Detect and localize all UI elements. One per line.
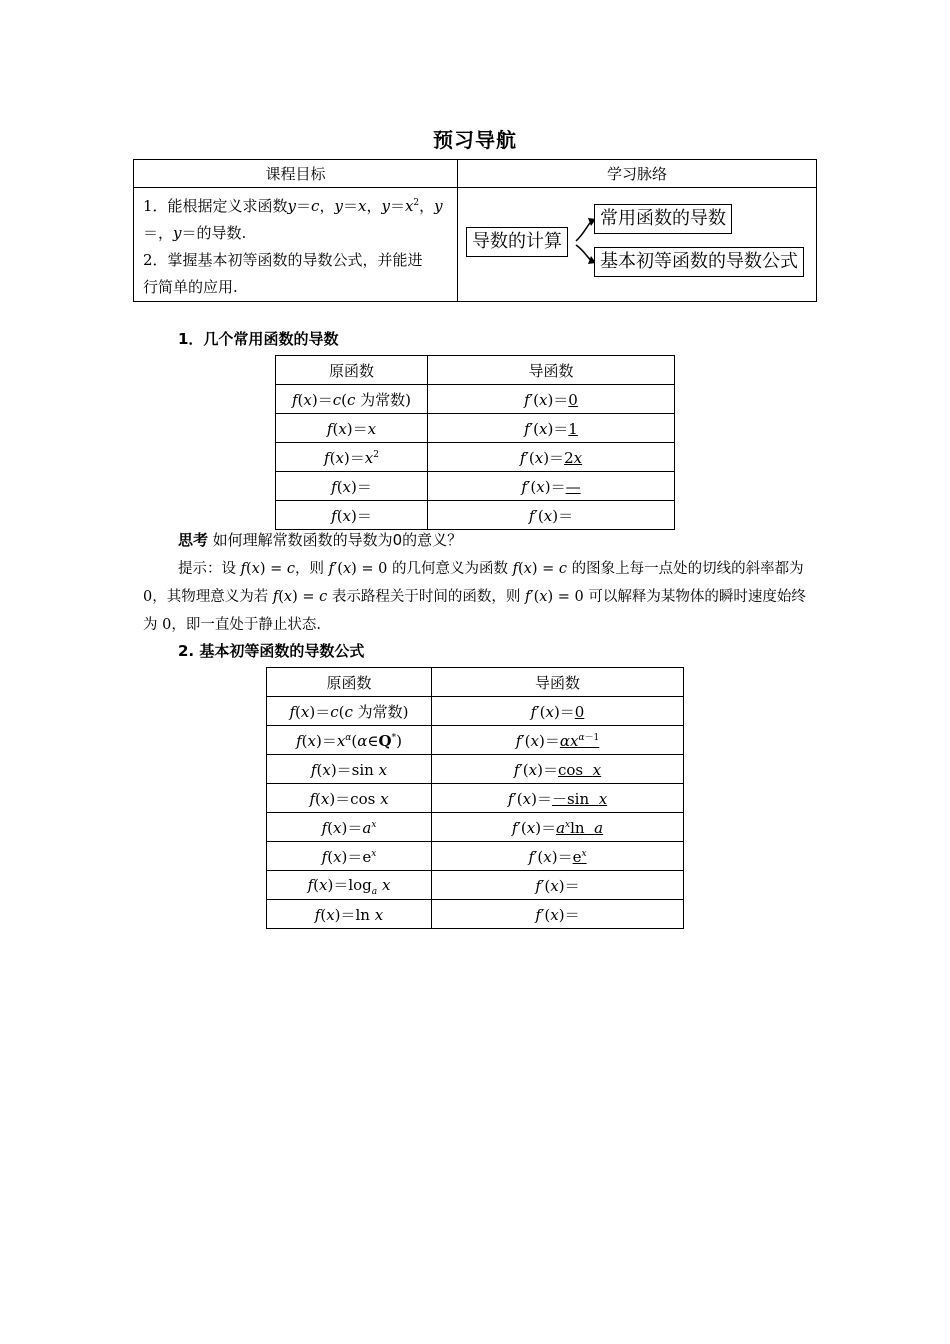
original-cell: $f(x)=\log_a$ x [267,871,432,900]
goals-header-right: 学习脉络 [458,160,817,188]
derivative-cell: $f'(x)=\alpha x^{\alpha-1}$ [432,726,684,755]
think-question: 如何理解常数函数的导数为0的意义？ [212,531,463,549]
derivative-cell: $f'(x)=e^x$ [432,842,684,871]
table-row [267,900,684,929]
original-cell: f(x)＝sin x [267,755,432,784]
table-row [267,813,684,842]
flow-root: 导数的计算 [466,227,568,257]
original-cell: f(x)＝ln x [267,900,432,929]
original-cell: f(x)＝ [276,472,428,501]
table-row [276,414,675,443]
original-cell: f(x)＝x [276,414,428,443]
table-row [267,784,684,813]
original-cell: $f(x)=a^x$ [267,813,432,842]
think-block [143,526,811,639]
table-row [276,472,675,501]
common-derivatives-table [275,355,675,530]
derivative-cell: f′(x)＝cos x [432,755,684,784]
goals-table [133,159,817,302]
goal-2: 2．掌握基本初等函数的导数公式，并能进 行简单的应用. [143,251,423,296]
derivative-cell: f′(x)＝－sin x [432,784,684,813]
page-title: 预习导航 [433,128,517,152]
original-cell: $f(x)=x^\alpha(\alpha\in Q^*)$ [267,726,432,755]
section-1-heading: 1．几个常用函数的导数 [178,330,339,348]
derivative-cell: f′(x)＝ [432,900,684,929]
derivative-cell: f′(x)＝0 [432,697,684,726]
table-row [267,871,684,900]
col-derivative: 导函数 [428,356,675,385]
flow-branch-2: 基本初等函数的导数公式 [594,247,804,277]
derivative-cell: f′(x)＝— [428,472,675,501]
table-row [267,755,684,784]
derivative-cell: f′(x)＝1 [428,414,675,443]
table-row [267,697,684,726]
table-row [276,443,675,472]
original-cell: f(x)＝c(c 为常数) [267,697,432,726]
original-cell: f(x)＝cos x [267,784,432,813]
col-original: 原函数 [276,356,428,385]
original-cell: $f(x)=x^2$ [276,443,428,472]
original-cell: f(x)＝c(c 为常数) [276,385,428,414]
col-derivative: 导函数 [432,668,684,697]
think-hint: 提示：设 f(x) = c，则 f′(x) = 0 的几何意义为函数 f(x) = c 的图象上每一点处的切线的斜率都为 0，其物理意义为若 f(x) = c 表示路程关于时间的函数，则 f′(x) = 0 可以解释为某物体的瞬时速度始终为 0，即一直处于静止状态. [143,561,806,633]
col-original: 原函数 [267,668,432,697]
original-cell: $f(x)=e^x$ [267,842,432,871]
goals-cell [134,188,458,302]
derivative-cell: f′(x)＝2x [428,443,675,472]
derivative-cell: f′(x)＝0 [428,385,675,414]
table-row [276,385,675,414]
hint-label: 提示： [178,561,222,577]
flow-branch-1: 常用函数的导数 [594,204,732,234]
derivative-cell: f′(x)＝ [432,871,684,900]
think-label: 思考 [178,531,209,549]
table-row [267,842,684,871]
original-cell: f(x)＝ [276,501,428,530]
table-row [267,726,684,755]
goal-1: 1．能根据定义求函数y＝c，y＝x，$y=x^2$，y ＝，y＝的导数. [143,197,443,242]
derivative-cell: $f'(x)=a^x\ln$ a [432,813,684,842]
goals-header-left: 课程目标 [134,160,458,188]
section-2-heading: 2. 基本初等函数的导数公式 [178,642,365,660]
flow-cell [458,188,817,302]
basic-derivatives-table [266,667,684,929]
derivative-cell: f′(x)＝ [428,501,675,530]
